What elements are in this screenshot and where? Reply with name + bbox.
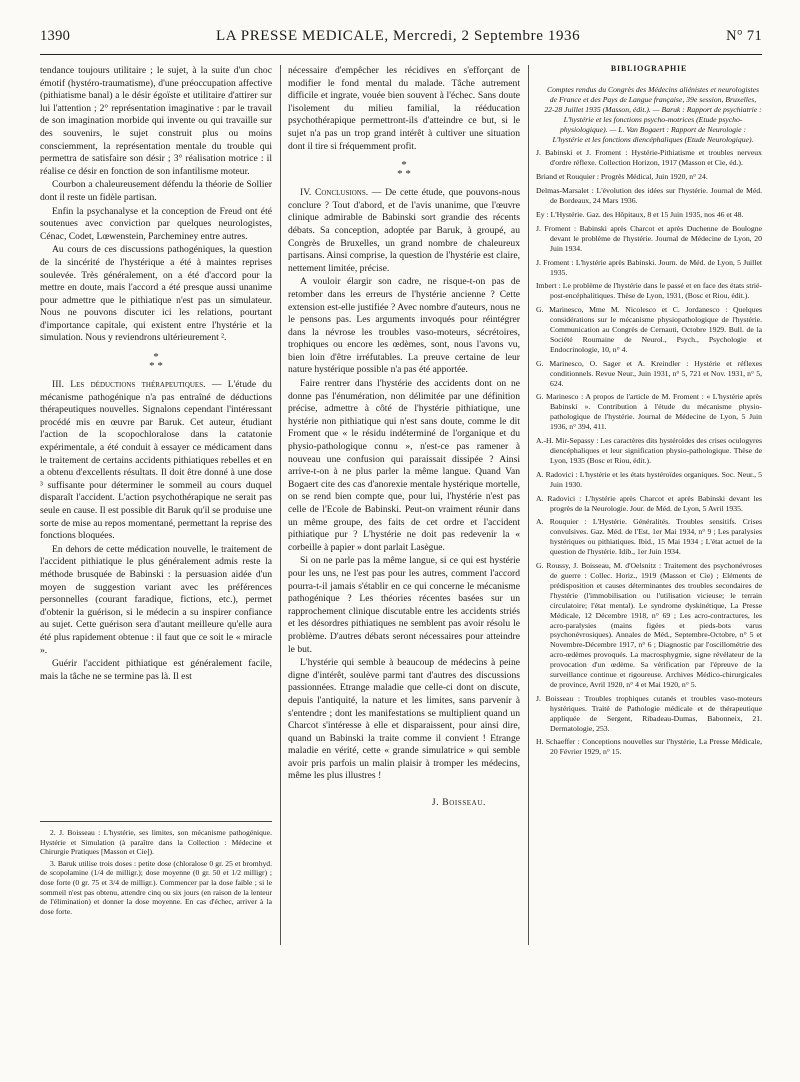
bibliography-entry: Ey : L'Hystérie. Gaz. des Hôpitaux, 8 et 15 Juin 1935, nos 46 et 48. [536, 209, 744, 219]
section-iii-paragraph: III. Les déductions thérapeutiques. — L'étude du mécanisme pathogénique n'a pas entraîné de déductions thérapeutiques nouvelles. Signalons cependant l'intéressant procédé mis en œuvre par Baruk. Cet auteur, étudiant l'action de la scopochloralose dans la catatonie expérimentale, a été conduit à essayer ce médicament dans le traitement de certains accidents pithiatiques rebelles et en a obtenu d'excellents résultats. Il doit être donné à une dose ³ suffisante pour déterminer le sommeil au cours duquel disparaît l'accident. L'action psychothérapique ne serait pas seule en cause. Il est possible dit Baruk qu'il se produise une sorte de mise au repos momentané, permettant la reprise des fonctions bloquées. [40, 379, 272, 542]
footnote: 2. J. Boisseau : L'hystérie, ses limites, son mécanisme pathogénique. Hystérie et Simulation (à paraître dans la Collection : Médecine et Chirurgie Pratiques [Masson et Cie]). [40, 828, 272, 857]
page-number: 1390 [40, 28, 71, 44]
bibliography-entry: J. Froment : L'hystérie après Babinski. Journ. de Méd. de Lyon, 5 Juillet 1935. [536, 257, 762, 277]
bibliography [536, 85, 762, 761]
column-divider [280, 65, 281, 945]
footnotes [40, 821, 272, 918]
page-header [40, 28, 762, 55]
bibliography-entry: G. Marinesco : A propos de l'article de M. Froment : « L'hystérie après Babinski ». Contribution à l'étude du mécanisme physio-pathologique de l'hystérie. Journal de Médecine de Lyon, 5 Juin 1936, n° 394, 411. [536, 392, 762, 432]
section-separator: * * * [149, 351, 163, 373]
bibliography-entry: A.-H. Mir-Sepassy : Les caractères dits hystéroïdes des crises oculogyres diencéphaliques et leur signification physio-pathologique. Thèse de Lyon, 1935 (Bosc et Riou, édit.). [536, 436, 762, 465]
author-signature: J. Boisseau. [431, 797, 486, 809]
paragraph: Courbon a chaleureusement défendu la théorie de Sollier dont il reste un fidèle partisan. [40, 179, 272, 203]
journal-title: LA PRESSE MEDICALE, Mercredi, 2 Septembre 1936 [216, 28, 581, 44]
bibliography-entry: J. Boisseau : Troubles trophiques cutanés et troubles vaso-moteurs hystériques. Traité de Pathologie médicale et de thérapeutique appliquée de Sergent, Ribadeau-Dumas, Babonneix, 21. Dermatologie, 253. [536, 693, 762, 733]
paragraph: Si on ne parle pas la même langue, si ce qui est hystérie pour les uns, ne l'est pas pour les autres, comment l'accord pourra-t-il jamais s'établir en ce qui concerne le mécanisme pathogénique ? Les théories récentes basées sur un rapprochement clinique discutable entre les accidents striés et les désordres pithiatiques ne semblent pas avoir résolu le problème. D'autres débats seront nécessaires pour atteindre le but. [288, 555, 520, 655]
column-divider [528, 65, 529, 945]
bibliography-heading: BIBLIOGRAPHIE [610, 64, 688, 73]
paragraph: A vouloir élargir son cadre, ne risque-t-on pas de retomber dans les erreurs de l'hystérie ancienne ? Cette extension est-elle justifiée ? Avec nombre d'auteurs, nous ne le pensons pas. Les arguments invoqués pour réintégrer dans la névrose les troubles vaso-moteurs, sécrétoires, trophiques ou encore les œdèmes, sont, nous l'avons vu, bien loin d'être irréfutables. La preuve certaine de leur nature hystérique possible n'a pas été apportée. [288, 276, 520, 376]
paragraph: tendance toujours utilitaire ; le sujet, à la suite d'un choc émotif (hystéro-traumatisme), d'une préoccupation affective (pithiatisme banal) a le désir égoïste et utilitaire d'attirer sur lui l'attention ; 2° représentation imaginative : par le travail de son imagination morbide qui invente ou qui travaille sur des souvenirs, le sujet construit plus ou moins consciemment, la représentation mentale du trouble qui permettra de satisfaire son désir ; 3° réalisation motrice : il réalise ce désir en fonction de son infantilisme moteur. [40, 65, 272, 177]
paragraph: nécessaire d'empêcher les récidives en s'efforçant de modifier le fond mental du malade. Tâche autrement difficile et ingrate, vouée bien souvent à l'échec. Sans doute l'isolement du milieu familial, la rééducation psychothérapique permettront-ils d'atteindre ce but, si le sujet n'a pas un trop grand intérêt à cultiver une situation dont il tire si fréquemment profit. [288, 65, 520, 152]
bibliography-entry: Comptes rendus du Congrès des Médecins aliénistes et neurologistes de France et des Pays de Langue française, 39e session, Bruxelles, 22-28 Juillet 1935 (Masson, édit.). — Baruk : Rapport de psychiatrie : L'hystérie et les fonctions psycho-motrices (Etude psycho-physiologique). — L. Van Bogaert : Rapport de Neurologie : L'hystérie et les fonctions diencéphaliques (Etude Neurologique). [544, 85, 762, 144]
footnote: 3. Baruk utilise trois doses : petite dose (chloralose 0 gr. 25 et bromhyd. de scopolamine (1/4 de milligr.); dose moyenne (0 gr. 50 et 1/2 milligr) ; dose forte (0 gr. 75 et 3/4 de milligr.). Commencer par la dose faible ; si le sommeil n'est pas obtenu, attendre cinq ou six jours (en raison de la lenteur de l'élimination) et donner la dose moyenne. En cas d'échec, arriver à la dose forte. [40, 858, 272, 916]
issue-number: N° 71 [726, 28, 762, 44]
bibliography-entry: G. Roussy, J. Boisseau, M. d'Oelsnitz : Traitement des psychonévroses de guerre : Collec. Horiz., 1919 (Masson et Cie) ; Eléments de prédisposition et causes déterminantes des troubles secondaires de l'hystérie (l'immobilisation ou l'utilisation vicieuse; le terrain circulatoire; l'état mental). Le syndrome dyskinétique, La Presse Médicale, 12 Décembre 1918, n° 69 ; Les acro-contractures, les acro-paralysies (mains figées et pieds-bots varus psychonévrosiques). Annales de Méd., Septembre-Octobre, n° 5 et Novembre-Décembre 1917, n° 6 ; Diagnostic par l'oscillométrie des acro-œdèmes provoqués. La macrosphygmie, signe révélateur de la provocation d'un œdème. Sa vérification par l'épreuve de la surveillance continue et rigoureuse. Archives Médico-chirurgicales de province, Avril 1920, n° 4 et Mai 1920, n° 5. [536, 561, 762, 689]
paragraph: Guérir l'accident pithiatique est généralement facile, mais la tâche ne se termine pas là. Il est [40, 658, 272, 682]
page [40, 28, 762, 1068]
column-1 [40, 65, 272, 683]
bibliography-entry: A. Radovici : L'hystérie et les états hystéroïdes organiques. Soc. Neur., 5 Juin 1930. [536, 469, 762, 489]
section-separator: * * * [397, 159, 411, 181]
paragraph: L'hystérie qui semble à beaucoup de médecins à peine digne d'intérêt, soulève parmi tant d'autres des discussions passionnées. Etrange maladie que celle-ci dont on discute, depuis l'antiquité, la nature et les limites, sans parvenir à s'entendre ; dont les manifestations se multiplient quand un Charcot s'intéresse à elle et disparaissent, pour ainsi dire, quand un Babinski la traite comme il convient ! Etrange maladie en vérité, cette « grande simulatrice » qui semble avoir pris parfois un malin plaisir à tromper les médecins, même les plus illustres ! [288, 657, 520, 782]
paragraph: Au cours de ces discussions pathogéniques, la question de la sincérité de l'hystérique a été à maintes reprises soulevée. Très généralement, on a été d'accord pour la mettre en doute, mais l'accord a été presque aussi unanime pour admettre que le pithiatique n'est pas un simulateur. Nous ne pouvons discuter ici les relations, pourtant d'importance capitale, qui existent entre l'hystérie et la simulation. Nous y reviendrons ultérieurement ². [40, 244, 272, 344]
bibliography-entry: Imbert : Le problème de l'hystérie dans le passé et en face des états strié- post-encéphalitiques. Thèse de Lyon, 1931, (Bosc et Riou, édit.). [536, 281, 762, 301]
paragraph: Faire rentrer dans l'hystérie des accidents dont on ne donne pas l'énumération, non délimitée par une définition précise, admettre à côté de l'hystérie pithiatique, une hystérie non pithiatique qui n'est sans doute, comme le dit Froment que « le résidu indéterminé de l'organique et du physio-pathologique connu », n'est-ce pas ramener à nouveau une confusion qui paraissait dissipée ? Ainsi arrive-t-on à ne plus parler la même langue. Quand Van Bogaert cite des cas d'anorexie mentale hystérique mortelle, on se rend bien compte que, pour lui, l'hystérie n'est pas celle de l'Ecole de Babinski. Peut-on vraiment réunir dans un même groupe, des faits de cet ordre et l'accident pithiatique pur ? L'hystérie ne doit pas redevenir la « corbeille à papier » dont parlait Lasègue. [288, 378, 520, 553]
bibliography-entry: Briand et Rouquier : Progrès Médical, Juin 1920, n° 24. [536, 172, 708, 182]
bibliography-entry: A. Rouquier : L'Hystérie. Généralités. Troubles sensitifs. Crises convulsives. Gaz. Méd. de l'Est, 1er Mai 1934, n° 9 ; Les paralysies hystériques ou pithiatiques. Ibid., 15 Mai 1934 ; L'état actuel de la question de l'hystérie. Idib., 1er Juin 1934. [536, 517, 762, 557]
bibliography-entry: Delmas-Marsalet : L'évolution des idées sur l'hystérie. Journal de Méd. de Bordeaux, 24 Mars 1936. [536, 186, 762, 206]
bibliography-entry: H. Schaeffer : Conceptions nouvelles sur l'hystérie, La Presse Médicale, 20 Février 1929, n° 15. [536, 737, 762, 757]
section-iv-heading: IV. Conclusions. [300, 187, 369, 199]
bibliography-entry: J. Froment : Babinski après Charcot et après Duchenne de Boulogne devant le problème de l'hystérie. Journal de Médecine de Lyon, 20 Juin 1934. [536, 223, 762, 253]
section-iv-paragraph: IV. Conclusions. — De cette étude, que pouvons-nous conclure ? Tout d'abord, et de l'avis unanime, que l'œuvre clinique admirable de Babinski sort grandie des récents débats. Sa conception, adoptée par Baruk, à groupé, au Congrès de Bruxelles, un grand nombre de chaleureux partisans. Ainsi comprise, la question de l'hystérie est claire, nettement limitée, précise. [288, 187, 520, 274]
paragraph: Enfin la psychanalyse et la conception de Freud ont été soutenues avec conviction par quelques neurologistes, Cénac, Codet, Lœwenstein, Parcheminey entre autres. [40, 205, 272, 242]
bibliography-entry: A. Radovici : L'hystérie après Charcot et après Babinski devant les progrès de la Neurologie. Jour. de Méd. de Lyon, 5 Avril 1935. [536, 493, 762, 513]
section-iii-heading: III. Les déductions thérapeutiques. [52, 379, 206, 391]
column-2 [288, 65, 520, 810]
bibliography-entry: G. Marinesco, O. Sager et A. Kreindler : Hystérie et réflexes conditionnels. Revue Neur., Juin 1931, n° 5, 721 et Nov. 1931, n° 5, 624. [536, 358, 762, 388]
bibliography-entry: G. Marinesco, Mme M. Nicolesco et C. Jordanesco : Quelques considérations sur le mécanisme physiopathologique de l'hystérie. Communication au Congrès de Cernauti, Octobre 1929. Bull. de la Société Roumaine de Neurol., Psych., Psychologie et Endocrinologie, 10, n° 4. [536, 305, 762, 354]
bibliography-entry: J. Babinski et J. Froment : Hystérie-Pithiatisme et troubles nerveux d'ordre réflexe. Collection Horizon, 1917 (Masson et Cie, éd.). [536, 148, 762, 168]
paragraph: En dehors de cette médication nouvelle, le traitement de l'accident pithiatique le plus généralement admis reste la méthode brusquée de Babinski : la persuasion aidée d'un moyen de suggestion variant avec les préférences personnelles (courant faradique, fictions, etc.), permet d'obtenir la guérison, si le médecin a su inspirer confiance au sujet. Cette guérison sera d'autant meilleure qu'elle aura été plus rapidement obtenue : il faut que ce soit le « miracle ». [40, 543, 272, 656]
